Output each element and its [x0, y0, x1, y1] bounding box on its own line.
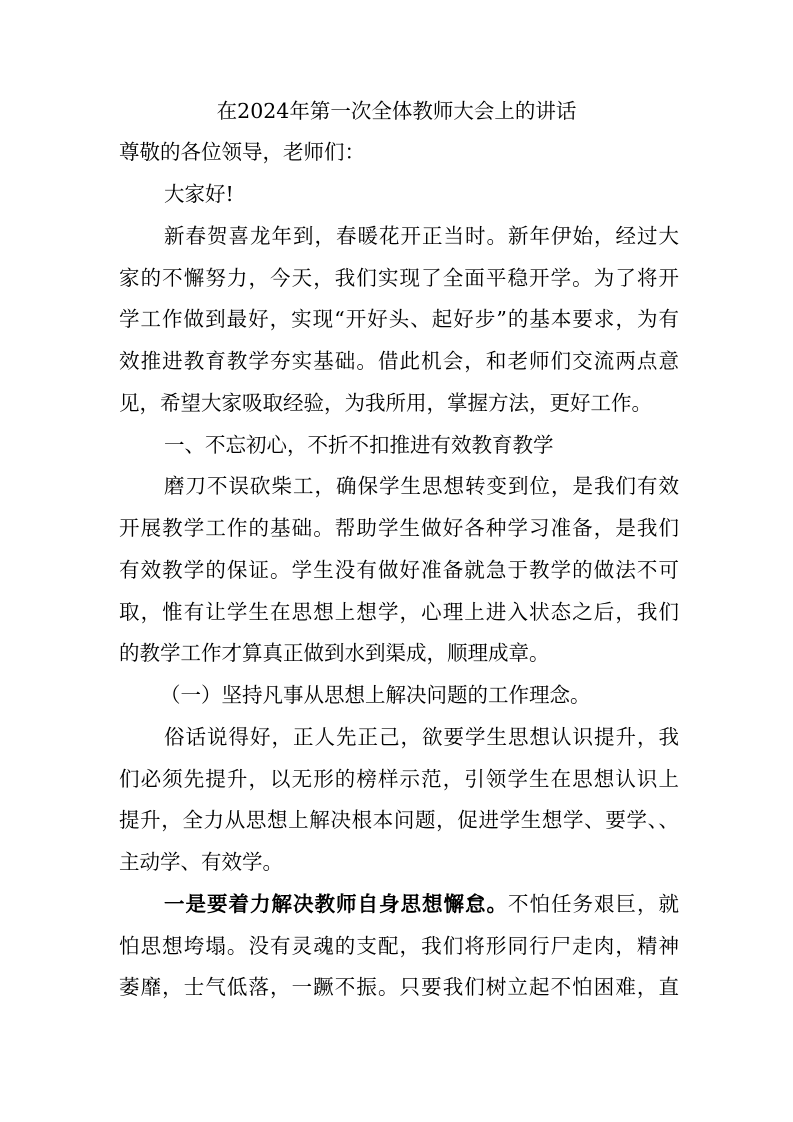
- paragraph-line: 效推进教育教学夯实基础。借此机会，和老师们交流两点意: [119, 349, 679, 373]
- section-heading: 一、不忘初心，不折不扣推进有效教育教学: [164, 433, 554, 457]
- paragraph-line: 有效教学的保证。学生没有做好准备就急于教学的做法不可: [119, 558, 679, 582]
- subsection-heading: （一）坚持凡事从思想上解决问题的工作理念。: [160, 683, 591, 707]
- greeting: 大家好!: [164, 182, 234, 206]
- bold-lead-rest: 不怕任务艰巨，就: [508, 892, 679, 916]
- paragraph-line: 怕思想垮塌。没有灵魂的支配，我们将形同行尸走肉，精神: [119, 934, 679, 958]
- paragraph-line: 的教学工作才算真正做到水到渠成，顺理成章。: [119, 641, 550, 665]
- paragraph-line: 萎靡，士气低落，一蹶不振。只要我们树立起不怕困难，直: [119, 975, 679, 999]
- bold-lead-line: [164, 891, 679, 917]
- paragraph-line: 提升，全力从思想上解决根本问题，促进学生想学、要学、、: [119, 808, 679, 832]
- paragraph-line: 家的不懈努力，今天，我们实现了全面平稳开学。为了将开: [119, 266, 679, 290]
- document-title: 在2024年第一次全体教师大会上的讲话: [216, 99, 577, 123]
- paragraph-line: 取，惟有让学生在思想上想学，心理上进入状态之后，我们: [119, 600, 679, 624]
- bold-lead: 一是要着力解决教师自身思想懈怠。: [164, 892, 508, 916]
- paragraph-line: 磨刀不误砍柴工，确保学生思想转变到位，是我们有效: [164, 474, 679, 498]
- paragraph-line: 俗话说得好，正人先正己，欲要学生思想认识提升，我: [164, 725, 679, 749]
- paragraph-line: 学工作做到最好，实现“开好头、起好步”的基本要求，为有: [119, 307, 679, 331]
- paragraph-line: 主动学、有效学。: [119, 850, 283, 874]
- paragraph-line: 见，希望大家吸取经验，为我所用，掌握方法，更好工作。: [119, 391, 652, 415]
- paragraph-line: 们必须先提升，以无形的榜样示范，引领学生在思想认识上: [119, 767, 679, 791]
- paragraph-line: 新春贺喜龙年到，春暖花开正当时。新年伊始，经过大: [164, 224, 679, 248]
- paragraph-line: 开展教学工作的基础。帮助学生做好各种学习准备，是我们: [119, 516, 679, 540]
- salutation: 尊敬的各位领导，老师们：: [119, 140, 365, 164]
